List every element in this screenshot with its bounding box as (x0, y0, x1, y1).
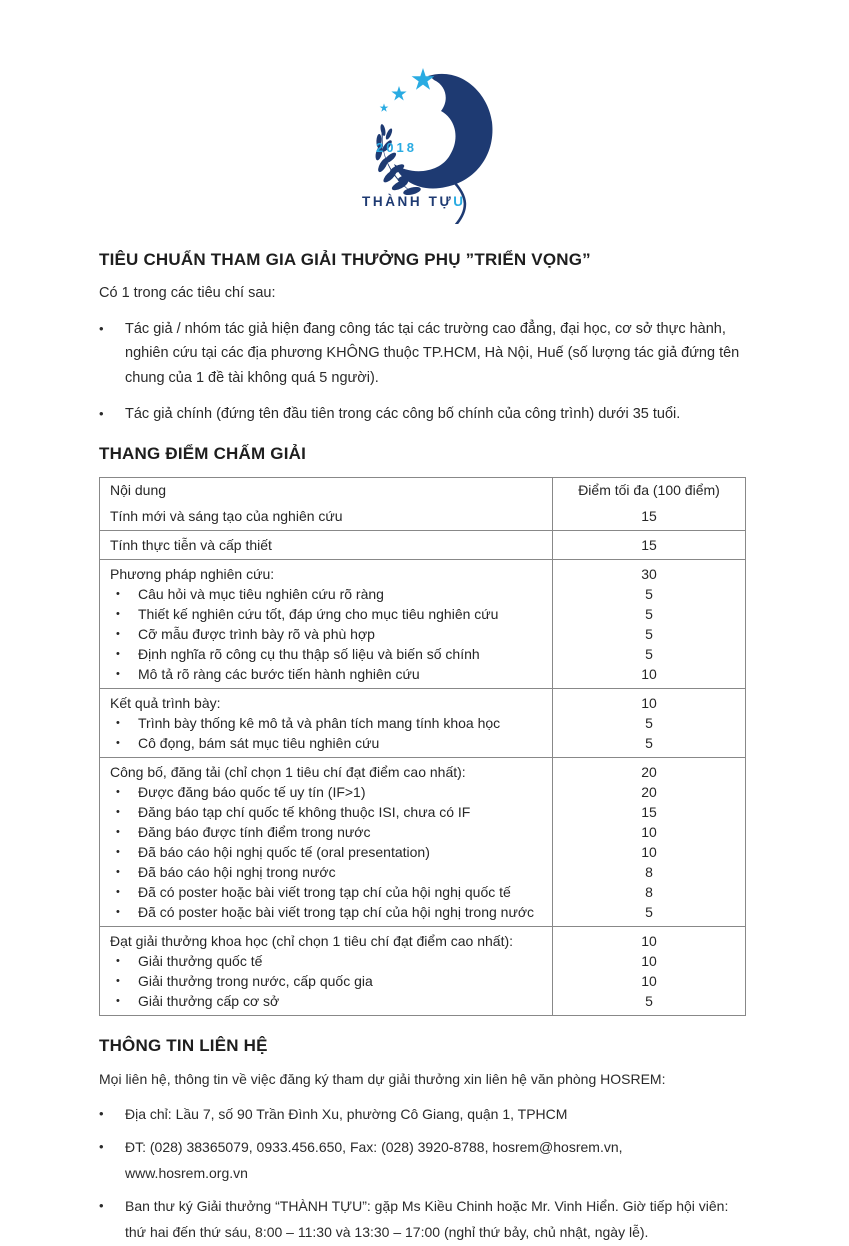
score-value: 30 (641, 566, 657, 583)
bullet-icon: • (99, 1139, 104, 1155)
bullet-icon: • (99, 405, 104, 421)
award-logo-graphic (348, 62, 498, 224)
criterion-label: Phương pháp nghiên cứu: (110, 566, 275, 583)
contact-item (99, 1135, 746, 1187)
bullet-icon: • (116, 588, 120, 601)
bullet-icon: • (116, 975, 120, 988)
table-header-max-score: Điểm tối đa (100 điểm) (578, 482, 720, 499)
criterion-label: Đạt giải thưởng khoa học (chỉ chọn 1 tiêu chí đạt điểm cao nhất): (110, 933, 514, 950)
score-value: 20 (641, 764, 657, 781)
contact-item (99, 1194, 746, 1246)
criterion-subitem (110, 664, 542, 684)
score-value: 15 (641, 508, 657, 525)
score-value: 5 (645, 715, 653, 732)
score-value: 10 (641, 824, 657, 841)
table-row (100, 688, 745, 757)
table-cell-score (553, 502, 745, 530)
criterion-subitem (110, 644, 542, 664)
criterion-subitem (110, 624, 542, 644)
table-cell-content (100, 560, 553, 688)
criterion-subitem (110, 971, 542, 991)
contact-item-text: ĐT: (028) 38365079, 0933.456.650, Fax: (028) 3920-8788, hosrem@hosrem.vn, www.hosrem.org.vn (125, 1139, 623, 1182)
bullet-icon: • (116, 906, 120, 919)
score-value: 5 (645, 735, 653, 752)
bullet-icon: • (116, 995, 120, 1008)
score-value: 10 (641, 973, 657, 990)
criterion-subitem (110, 862, 542, 882)
contact-bullet-list (99, 1102, 746, 1245)
criteria-item-text: Tác giả / nhóm tác giả hiện đang công tác tại các trường cao đẳng, đại học, cơ sở thực hành, nghiên cứu tại các địa phương KHÔNG thuộc TP.HCM, Hà Nội, Huế (số lượng tác giả đứng tên chung của 1 đề tài không quá 5 người). (125, 320, 740, 387)
scoring-heading: THANG ĐIỂM CHẤM GIẢI (99, 444, 307, 464)
table-header-content: Nội dung (100, 478, 553, 502)
criterion-subitem (110, 822, 542, 842)
criterion-subitem (110, 902, 542, 922)
criterion-subitem (110, 991, 542, 1011)
table-cell-score (553, 689, 745, 757)
table-cell-score (553, 531, 745, 559)
table-cell-content (100, 531, 553, 559)
bullet-icon: • (116, 866, 120, 879)
bullet-icon: • (116, 608, 120, 621)
criteria-item-text: Tác giả chính (đứng tên đầu tiên trong các công bố chính của công trình) dưới 35 tuổi. (125, 405, 681, 422)
criterion-text: Câu hỏi và mục tiêu nghiên cứu rõ ràng (138, 586, 384, 603)
criterion-text: Cỡ mẫu được trình bày rõ và phù hợp (138, 626, 375, 643)
criterion-subitem (110, 733, 542, 753)
bullet-icon: • (99, 1197, 104, 1213)
table-cell-score (553, 560, 745, 688)
table-cell-content (100, 758, 553, 926)
score-value: 5 (645, 586, 653, 603)
contact-heading: THÔNG TIN LIÊN HỆ (99, 1036, 268, 1056)
stars-icon (379, 68, 434, 112)
bullet-icon: • (116, 648, 120, 661)
score-value: 5 (645, 626, 653, 643)
criterion-subitem (110, 802, 542, 822)
criterion-text: Đã báo cáo hội nghị quốc tế (oral presentation) (138, 844, 430, 861)
bullet-icon: • (116, 717, 120, 730)
score-value: 10 (641, 666, 657, 683)
criterion-text: Đã báo cáo hội nghị trong nước (138, 864, 336, 881)
criterion-text: Được đăng báo quốc tế uy tín (IF>1) (138, 784, 366, 801)
criteria-bullet-list (99, 317, 746, 427)
award-logo (99, 0, 746, 224)
score-value: 10 (641, 844, 657, 861)
logo-title: THÀNH TỰU (361, 194, 466, 209)
contact-intro: Mọi liên hệ, thông tin về việc đăng ký tham dự giải thưởng xin liên hệ văn phòng HOSREM: (99, 1071, 666, 1088)
score-value: 10 (641, 695, 657, 712)
criterion-subitem (110, 584, 542, 604)
table-body (100, 502, 745, 1015)
criteria-heading: TIÊU CHUẨN THAM GIA GIẢI THƯỞNG PHỤ ”TRIỂN VỌNG” (99, 250, 591, 269)
contact-item-text: Địa chỉ: Lầu 7, số 90 Trần Đình Xu, phường Cô Giang, quận 1, TPHCM (125, 1106, 568, 1123)
score-value: 5 (645, 993, 653, 1010)
bullet-icon: • (116, 737, 120, 750)
bullet-icon: • (116, 806, 120, 819)
score-value: 5 (645, 904, 653, 921)
table-row (100, 502, 745, 530)
criterion-text: Đăng báo tạp chí quốc tế không thuộc ISI, chưa có IF (138, 804, 471, 821)
score-value: 20 (641, 784, 657, 801)
criterion-text: Mô tả rõ ràng các bước tiến hành nghiên cứu (138, 666, 420, 683)
bullet-icon: • (116, 826, 120, 839)
table-row (100, 559, 745, 688)
bullet-icon: • (116, 955, 120, 968)
contact-section (99, 1036, 746, 1245)
score-value: 10 (641, 953, 657, 970)
bullet-icon: • (116, 886, 120, 899)
criterion-label: Kết quả trình bày: (110, 695, 221, 712)
criterion-text: Giải thưởng trong nước, cấp quốc gia (138, 973, 373, 990)
criterion-text: Giải thưởng cấp cơ sở (138, 993, 280, 1010)
criterion-text: Đã có poster hoặc bài viết trong tạp chí của hội nghị trong nước (138, 904, 535, 921)
criterion-text: Định nghĩa rõ công cụ thu thập số liệu và biến số chính (138, 646, 480, 663)
score-value: 10 (641, 933, 657, 950)
criterion-label: Tính mới và sáng tạo của nghiên cứu (110, 508, 343, 525)
criteria-item (99, 402, 746, 427)
bullet-icon: • (116, 668, 120, 681)
score-value: 15 (641, 537, 657, 554)
score-value: 5 (645, 646, 653, 663)
criterion-text: Thiết kế nghiên cứu tốt, đáp ứng cho mục tiêu nghiên cứu (138, 606, 499, 623)
criterion-subitem (110, 782, 542, 802)
table-cell-score (553, 758, 745, 926)
table-cell-score (553, 927, 745, 1015)
criteria-intro: Có 1 trong các tiêu chí sau: (99, 285, 276, 301)
table-row (100, 530, 745, 559)
table-row (100, 757, 745, 926)
criterion-text: Đã có poster hoặc bài viết trong tạp chí của hội nghị quốc tế (138, 884, 511, 901)
criterion-text: Giải thưởng quốc tế (138, 953, 263, 970)
table-row (100, 926, 745, 1015)
score-table (99, 477, 746, 1016)
logo-year: 2018 (375, 140, 417, 155)
bullet-icon: • (99, 1106, 104, 1122)
bullet-icon: • (116, 846, 120, 859)
score-value: 5 (645, 606, 653, 623)
score-value: 8 (645, 864, 653, 881)
contact-item (99, 1102, 746, 1128)
criterion-text: Đăng báo được tính điểm trong nước (138, 824, 371, 841)
criterion-subitem (110, 713, 542, 733)
criteria-item (99, 317, 746, 391)
bullet-icon: • (99, 320, 104, 336)
contact-item-text: Ban thư ký Giải thưởng “THÀNH TỰU”: gặp Ms Kiều Chinh hoặc Mr. Vinh Hiển. Giờ tiếp hội viên: thứ hai đến thứ sáu, 8:00 – 11:30 và 13:30 – 17:00 (nghỉ thứ bảy, chủ nhật, ngày lễ). (125, 1197, 729, 1240)
criterion-subitem (110, 842, 542, 862)
bullet-icon: • (116, 786, 120, 799)
criterion-text: Cô đọng, bám sát mục tiêu nghiên cứu (138, 735, 380, 752)
laurel-branch-icon (374, 124, 421, 197)
score-value: 15 (641, 804, 657, 821)
criterion-subitem (110, 882, 542, 902)
criterion-label: Tính thực tiễn và cấp thiết (110, 537, 272, 554)
table-cell-content (100, 927, 553, 1015)
criterion-text: Trình bày thống kê mô tả và phân tích mang tính khoa học (138, 715, 501, 732)
criterion-subitem (110, 951, 542, 971)
criterion-label: Công bố, đăng tải (chỉ chọn 1 tiêu chí đạt điểm cao nhất): (110, 764, 466, 781)
bullet-icon: • (116, 628, 120, 641)
table-cell-content (100, 502, 553, 530)
criterion-subitem (110, 604, 542, 624)
table-cell-content (100, 689, 553, 757)
score-value: 8 (645, 884, 653, 901)
table-header-row (100, 478, 745, 502)
